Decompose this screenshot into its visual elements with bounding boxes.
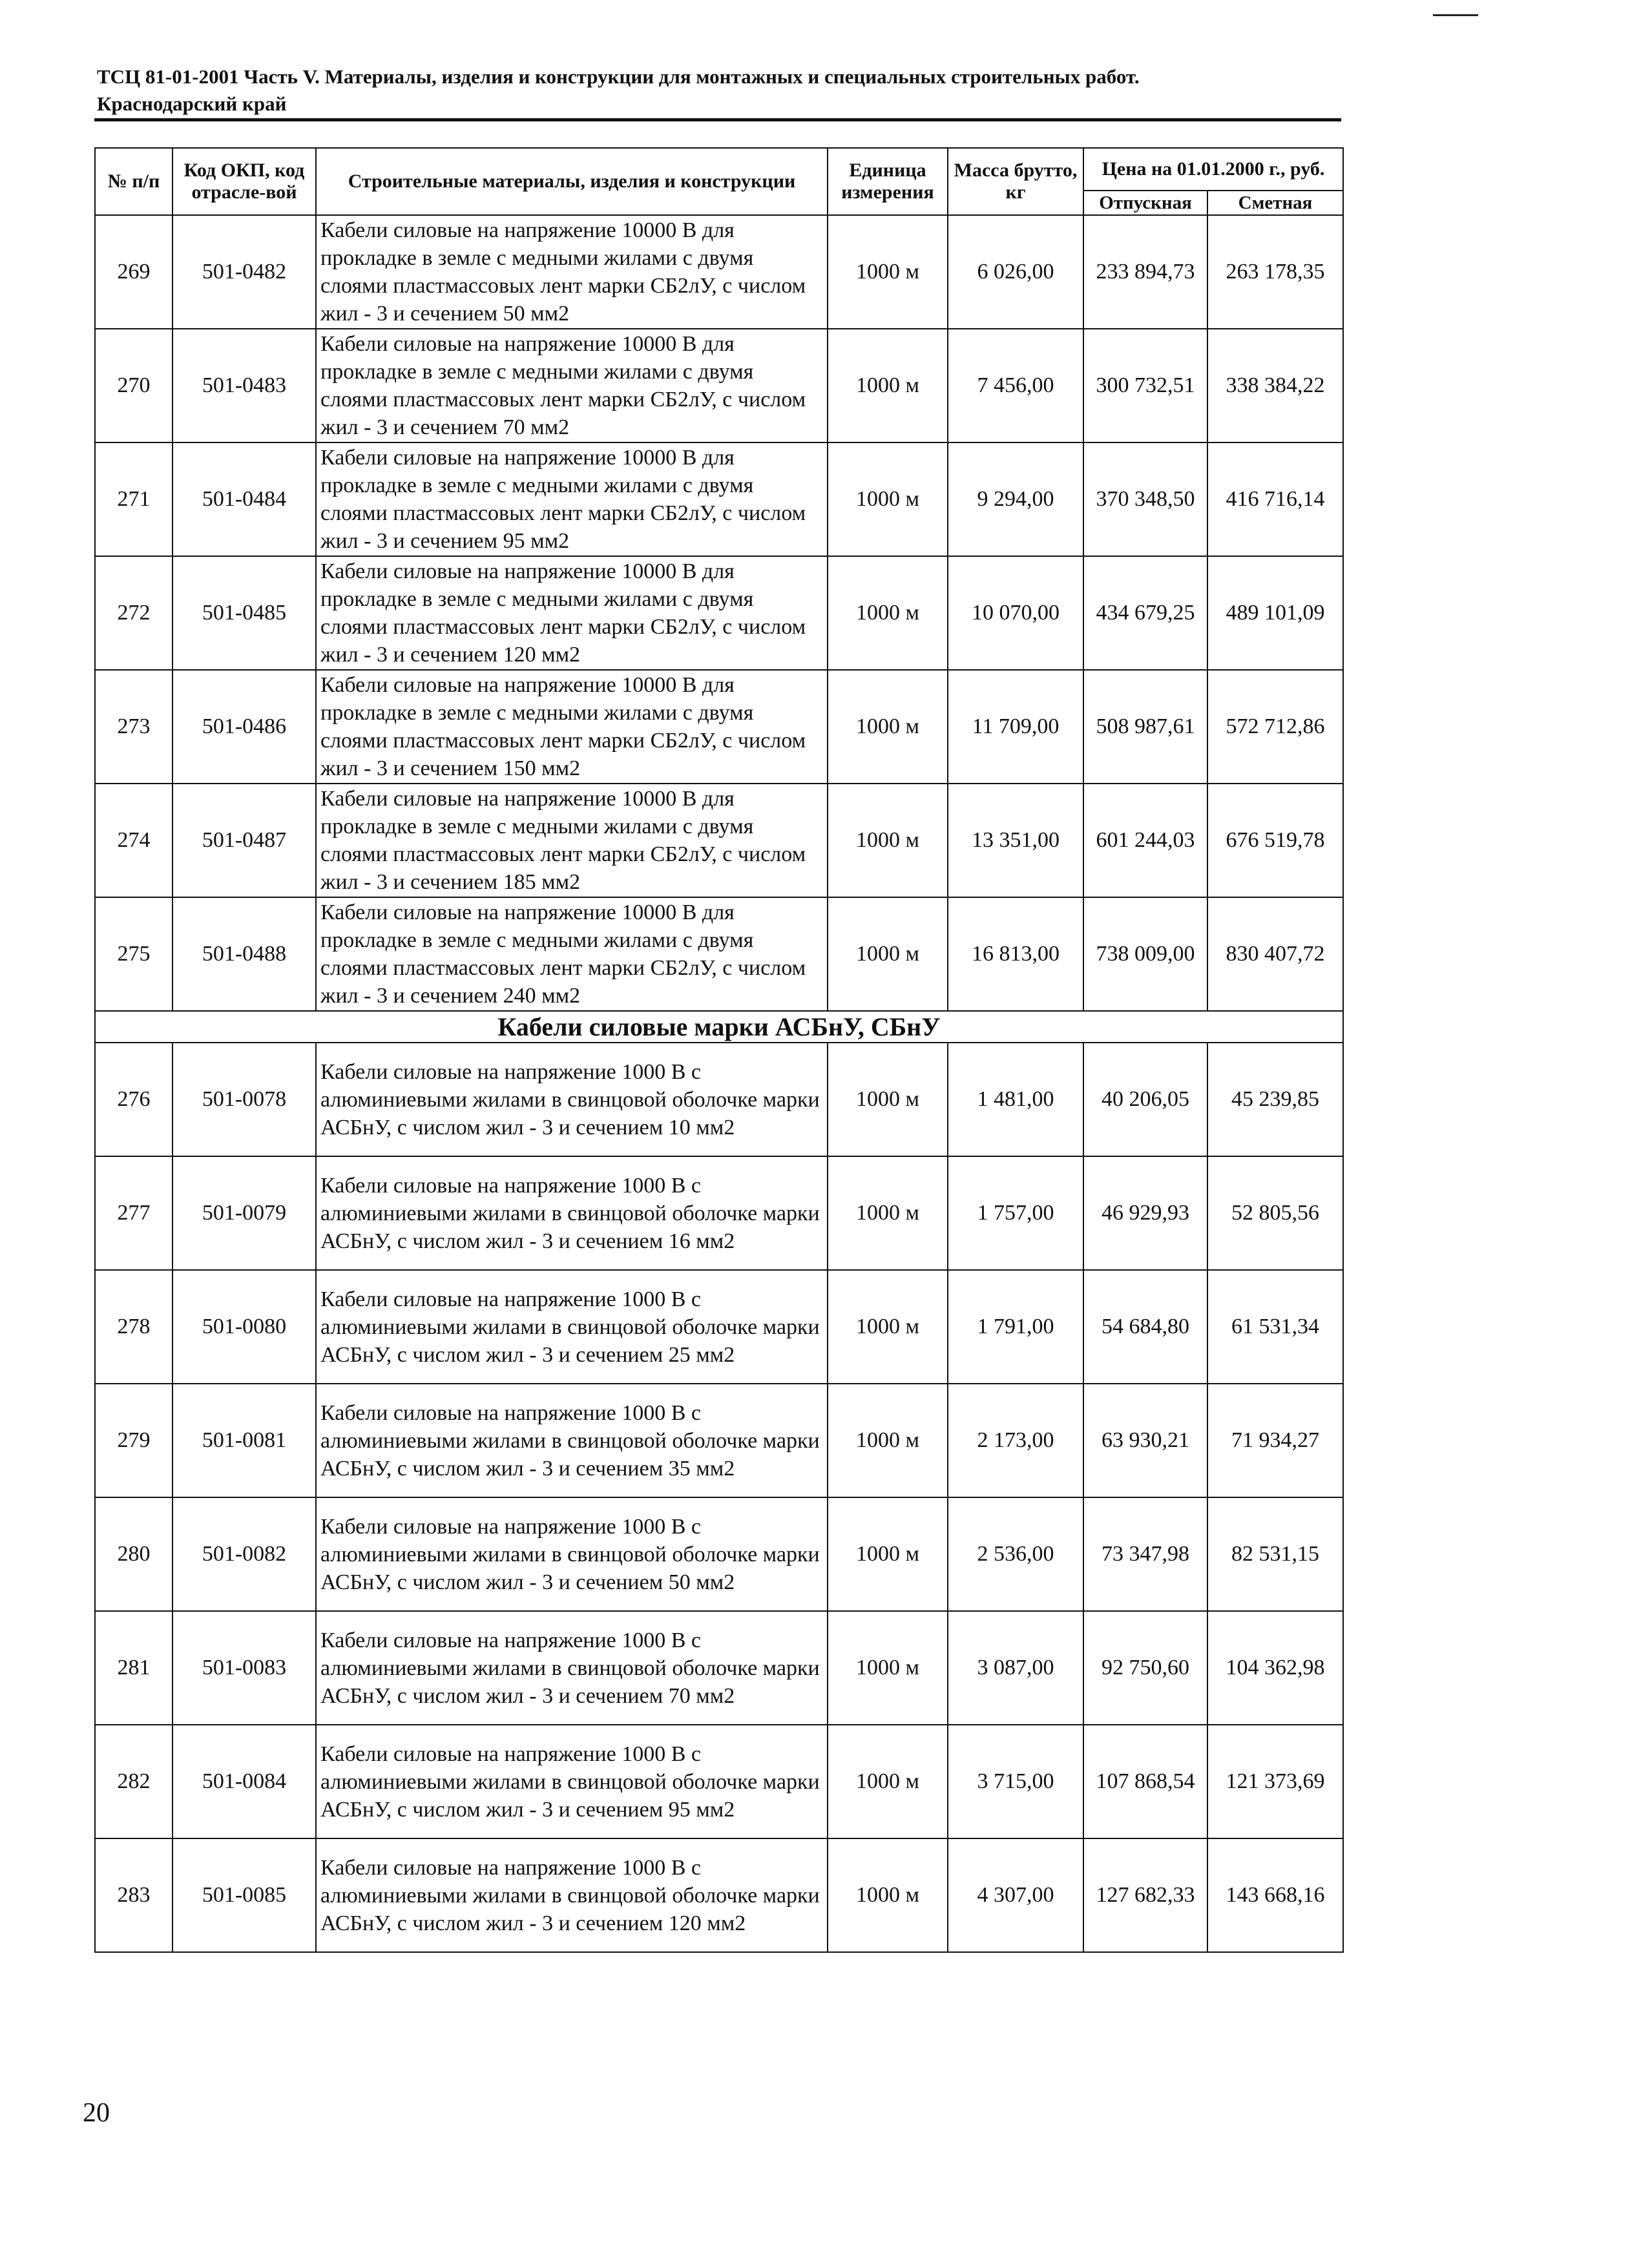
- material-description: Кабели силовые на напряжение 1000 В с алюминиевыми жилами в свинцовой оболочке марки АСБнУ, с числом жил - 3 и сечением 70 мм2: [316, 1611, 828, 1725]
- table-row: [95, 215, 1343, 329]
- row-number: 279: [95, 1384, 172, 1497]
- table-section: [95, 1011, 1343, 1043]
- row-number: 283: [95, 1838, 172, 1952]
- unit-of-measure: 1000 м: [828, 442, 948, 556]
- material-description: Кабели силовые на напряжение 10000 В для прокладке в земле с медными жилами с двумя слоями пластмассовых лент марки СБ2лУ, с числом жил - 3 и сечением 70 мм2: [316, 329, 828, 442]
- estimate-price: 416 716,14: [1207, 442, 1343, 556]
- okp-code: 501-0482: [172, 215, 316, 329]
- col-header-price-release: Отпускная: [1083, 191, 1207, 215]
- col-header-price-estimate: Сметная: [1207, 191, 1343, 215]
- material-description: Кабели силовые на напряжение 1000 В с алюминиевыми жилами в свинцовой оболочке марки АСБнУ, с числом жил - 3 и сечением 16 мм2: [316, 1156, 828, 1270]
- row-number: 278: [95, 1270, 172, 1384]
- okp-code: 501-0085: [172, 1838, 316, 1952]
- header-region: Краснодарский край: [97, 92, 287, 115]
- estimate-price: 572 712,86: [1207, 670, 1343, 784]
- release-price: 738 009,00: [1083, 897, 1207, 1011]
- row-number: 272: [95, 556, 172, 670]
- okp-code: 501-0486: [172, 670, 316, 784]
- okp-code: 501-0083: [172, 1611, 316, 1725]
- material-description: Кабели силовые на напряжение 1000 В с алюминиевыми жилами в свинцовой оболочке марки АСБнУ, с числом жил - 3 и сечением 120 мм2: [316, 1838, 828, 1952]
- estimate-price: 676 519,78: [1207, 784, 1343, 897]
- table-row: [95, 1838, 1343, 1952]
- row-number: 270: [95, 329, 172, 442]
- header-title: ТСЦ 81-01-2001 Часть V. Материалы, изделия и конструкции для монтажных и специальных строительных работ.: [97, 65, 1140, 88]
- unit-of-measure: 1000 м: [828, 1838, 948, 1952]
- gross-mass: 2 173,00: [948, 1384, 1083, 1497]
- table-body-sb2lu: [95, 215, 1343, 1011]
- gross-mass: 16 813,00: [948, 897, 1083, 1011]
- col-header-code: Код ОКП, код отрасле-вой: [172, 148, 316, 215]
- release-price: 233 894,73: [1083, 215, 1207, 329]
- okp-code: 501-0483: [172, 329, 316, 442]
- material-description: Кабели силовые на напряжение 1000 В с алюминиевыми жилами в свинцовой оболочке марки АСБнУ, с числом жил - 3 и сечением 25 мм2: [316, 1270, 828, 1384]
- table-row: [95, 784, 1343, 897]
- gross-mass: 6 026,00: [948, 215, 1083, 329]
- row-number: 280: [95, 1497, 172, 1611]
- release-price: 46 929,93: [1083, 1156, 1207, 1270]
- okp-code: 501-0487: [172, 784, 316, 897]
- table-row: [95, 1156, 1343, 1270]
- corner-mark: [1433, 14, 1478, 16]
- estimate-price: 61 531,34: [1207, 1270, 1343, 1384]
- table-row: [95, 329, 1343, 442]
- release-price: 40 206,05: [1083, 1043, 1207, 1156]
- section-title: Кабели силовые марки АСБнУ, СБнУ: [95, 1011, 1343, 1043]
- release-price: 300 732,51: [1083, 329, 1207, 442]
- row-number: 277: [95, 1156, 172, 1270]
- estimate-price: 338 384,22: [1207, 329, 1343, 442]
- document-header: [97, 63, 1337, 118]
- unit-of-measure: 1000 м: [828, 1611, 948, 1725]
- estimate-price: 82 531,15: [1207, 1497, 1343, 1611]
- table-row: [95, 1497, 1343, 1611]
- release-price: 92 750,60: [1083, 1611, 1207, 1725]
- unit-of-measure: 1000 м: [828, 1043, 948, 1156]
- table-row: [95, 897, 1343, 1011]
- release-price: 127 682,33: [1083, 1838, 1207, 1952]
- release-price: 73 347,98: [1083, 1497, 1207, 1611]
- okp-code: 501-0078: [172, 1043, 316, 1156]
- page-number: 20: [83, 2098, 110, 2128]
- release-price: 63 930,21: [1083, 1384, 1207, 1497]
- estimate-price: 71 934,27: [1207, 1384, 1343, 1497]
- gross-mass: 10 070,00: [948, 556, 1083, 670]
- gross-mass: 9 294,00: [948, 442, 1083, 556]
- material-description: Кабели силовые на напряжение 1000 В с алюминиевыми жилами в свинцовой оболочке марки АСБнУ, с числом жил - 3 и сечением 50 мм2: [316, 1497, 828, 1611]
- col-header-unit: Единица измерения: [828, 148, 948, 215]
- unit-of-measure: 1000 м: [828, 1725, 948, 1838]
- estimate-price: 52 805,56: [1207, 1156, 1343, 1270]
- row-number: 274: [95, 784, 172, 897]
- release-price: 434 679,25: [1083, 556, 1207, 670]
- estimate-price: 121 373,69: [1207, 1725, 1343, 1838]
- estimate-price: 263 178,35: [1207, 215, 1343, 329]
- material-description: Кабели силовые на напряжение 10000 В для прокладке в земле с медными жилами с двумя слоями пластмассовых лент марки СБ2лУ, с числом жил - 3 и сечением 50 мм2: [316, 215, 828, 329]
- col-header-num: № п/п: [95, 148, 172, 215]
- table-row: [95, 556, 1343, 670]
- gross-mass: 11 709,00: [948, 670, 1083, 784]
- gross-mass: 3 715,00: [948, 1725, 1083, 1838]
- estimate-price: 143 668,16: [1207, 1838, 1343, 1952]
- gross-mass: 13 351,00: [948, 784, 1083, 897]
- unit-of-measure: 1000 м: [828, 215, 948, 329]
- unit-of-measure: 1000 м: [828, 670, 948, 784]
- material-description: Кабели силовые на напряжение 1000 В с алюминиевыми жилами в свинцовой оболочке марки АСБнУ, с числом жил - 3 и сечением 95 мм2: [316, 1725, 828, 1838]
- unit-of-measure: 1000 м: [828, 329, 948, 442]
- gross-mass: 2 536,00: [948, 1497, 1083, 1611]
- header-divider: [94, 118, 1341, 121]
- okp-code: 501-0484: [172, 442, 316, 556]
- row-number: 269: [95, 215, 172, 329]
- gross-mass: 1 481,00: [948, 1043, 1083, 1156]
- unit-of-measure: 1000 м: [828, 1384, 948, 1497]
- col-header-material: Строительные материалы, изделия и конструкции: [316, 148, 828, 215]
- okp-code: 501-0080: [172, 1270, 316, 1384]
- okp-code: 501-0081: [172, 1384, 316, 1497]
- price-table: [94, 147, 1344, 1953]
- material-description: Кабели силовые на напряжение 10000 В для прокладке в земле с медными жилами с двумя слоями пластмассовых лент марки СБ2лУ, с числом жил - 3 и сечением 240 мм2: [316, 897, 828, 1011]
- row-number: 273: [95, 670, 172, 784]
- row-number: 276: [95, 1043, 172, 1156]
- material-description: Кабели силовые на напряжение 1000 В с алюминиевыми жилами в свинцовой оболочке марки АСБнУ, с числом жил - 3 и сечением 35 мм2: [316, 1384, 828, 1497]
- row-number: 271: [95, 442, 172, 556]
- okp-code: 501-0488: [172, 897, 316, 1011]
- gross-mass: 7 456,00: [948, 329, 1083, 442]
- gross-mass: 4 307,00: [948, 1838, 1083, 1952]
- unit-of-measure: 1000 м: [828, 1497, 948, 1611]
- material-description: Кабели силовые на напряжение 10000 В для прокладке в земле с медными жилами с двумя слоями пластмассовых лент марки СБ2лУ, с числом жил - 3 и сечением 95 мм2: [316, 442, 828, 556]
- col-header-price: Цена на 01.01.2000 г., руб.: [1083, 148, 1343, 191]
- material-description: Кабели силовые на напряжение 10000 В для прокладке в земле с медными жилами с двумя слоями пластмассовых лент марки СБ2лУ, с числом жил - 3 и сечением 150 мм2: [316, 670, 828, 784]
- release-price: 107 868,54: [1083, 1725, 1207, 1838]
- table-row: [95, 1725, 1343, 1838]
- release-price: 601 244,03: [1083, 784, 1207, 897]
- material-description: Кабели силовые на напряжение 10000 В для прокладке в земле с медными жилами с двумя слоями пластмассовых лент марки СБ2лУ, с числом жил - 3 и сечением 120 мм2: [316, 556, 828, 670]
- col-header-mass: Масса брутто, кг: [948, 148, 1083, 215]
- table-body-asbnu: [95, 1043, 1343, 1952]
- material-description: Кабели силовые на напряжение 10000 В для прокладке в земле с медными жилами с двумя слоями пластмассовых лент марки СБ2лУ, с числом жил - 3 и сечением 185 мм2: [316, 784, 828, 897]
- table-row: [95, 442, 1343, 556]
- table-row: [95, 1043, 1343, 1156]
- estimate-price: 104 362,98: [1207, 1611, 1343, 1725]
- table-row: [95, 1270, 1343, 1384]
- table-row: [95, 1384, 1343, 1497]
- unit-of-measure: 1000 м: [828, 1156, 948, 1270]
- okp-code: 501-0079: [172, 1156, 316, 1270]
- estimate-price: 489 101,09: [1207, 556, 1343, 670]
- unit-of-measure: 1000 м: [828, 1270, 948, 1384]
- gross-mass: 1 791,00: [948, 1270, 1083, 1384]
- row-number: 281: [95, 1611, 172, 1725]
- release-price: 54 684,80: [1083, 1270, 1207, 1384]
- okp-code: 501-0082: [172, 1497, 316, 1611]
- gross-mass: 1 757,00: [948, 1156, 1083, 1270]
- unit-of-measure: 1000 м: [828, 897, 948, 1011]
- unit-of-measure: 1000 м: [828, 556, 948, 670]
- release-price: 508 987,61: [1083, 670, 1207, 784]
- material-description: Кабели силовые на напряжение 1000 В с алюминиевыми жилами в свинцовой оболочке марки АСБнУ, с числом жил - 3 и сечением 10 мм2: [316, 1043, 828, 1156]
- row-number: 282: [95, 1725, 172, 1838]
- okp-code: 501-0084: [172, 1725, 316, 1838]
- gross-mass: 3 087,00: [948, 1611, 1083, 1725]
- table-row: [95, 1611, 1343, 1725]
- row-number: 275: [95, 897, 172, 1011]
- estimate-price: 45 239,85: [1207, 1043, 1343, 1156]
- section-row: [95, 1011, 1343, 1043]
- estimate-price: 830 407,72: [1207, 897, 1343, 1011]
- release-price: 370 348,50: [1083, 442, 1207, 556]
- unit-of-measure: 1000 м: [828, 784, 948, 897]
- table-row: [95, 670, 1343, 784]
- okp-code: 501-0485: [172, 556, 316, 670]
